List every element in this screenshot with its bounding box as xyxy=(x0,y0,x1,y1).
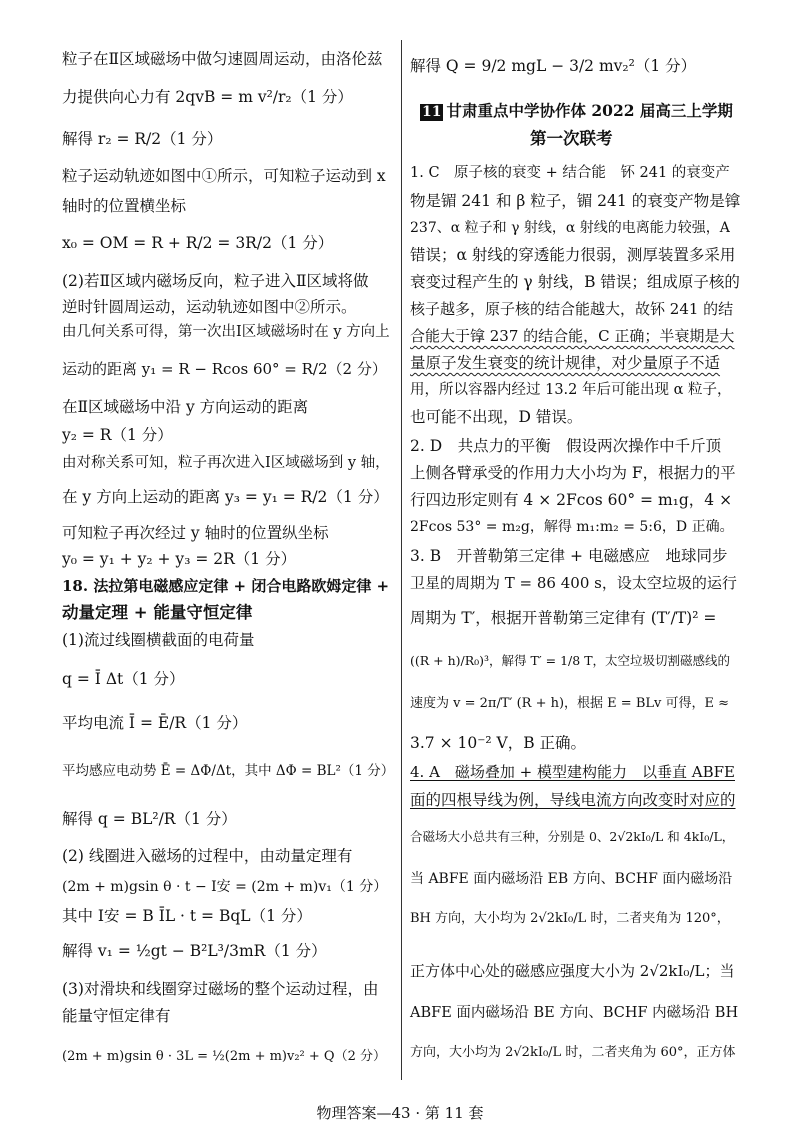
text-line: ((R + h)/R₀)³，解得 T′ = 1/8 T，太空垃圾切割磁感线的 xyxy=(410,653,731,668)
text-line: (3)对滑块和线圈穿过磁场的整个运动过程，由 xyxy=(62,980,379,998)
text-line: 速度为 v = 2π/T′ (R + h)，根据 E = BLv 可得，E ≈ xyxy=(410,696,730,711)
text-line: 卫星的周期为 T = 86 400 s，设太空垃圾的运行 xyxy=(410,574,737,592)
answer-1-line: 1. C 原子核的衰变 + 结合能 钚 241 的衰变产 xyxy=(410,165,730,181)
text-line: 衰变过程产生的 γ 射线，B 错误；组成原子核的 xyxy=(410,273,740,291)
text-line: 粒子在Ⅱ区域磁场中做匀速圆周运动，由洛伦兹 xyxy=(62,50,383,68)
text-line: ABFE 面内磁场沿 BE 方向、BCHF 内磁场沿 BH xyxy=(410,1005,739,1021)
text-line: 由对称关系可知，粒子再次进入Ⅰ区域磁场到 y 轴， xyxy=(62,455,390,471)
text-line: 3.7 × 10⁻² V，B 正确。 xyxy=(410,734,587,752)
text-line: 其中 I安 = B ĪL · t = BqL（1 分） xyxy=(62,907,312,925)
text-line: (2m + m)gsin θ · t − I安 = (2m + m)v₁（1 分） xyxy=(62,879,388,895)
text-line: 轴时的位置横坐标 xyxy=(62,197,187,215)
text-line: BH 方向，大小均为 2√2kI₀/L 时，二者夹角为 120°， xyxy=(410,911,730,926)
text-line: y₂ = R（1 分） xyxy=(62,426,173,444)
text-line: (2)若Ⅱ区域内磁场反向，粒子进入Ⅱ区域将做 xyxy=(62,272,369,290)
text-line: 由几何关系可得，第一次出Ⅰ区域磁场时在 y 方向上 xyxy=(62,324,390,340)
text-line-underlined: 量原子发生衰变的统计规律，对少量原子不适 xyxy=(410,354,721,372)
text-line: 运动的距离 y₁ = R − Rcos 60° = R/2（2 分） xyxy=(62,360,387,378)
text-line: 合磁场大小总共有三种，分别是 0、2√2kI₀/L 和 4kI₀/L， xyxy=(410,829,735,844)
text-line: (2m + m)gsin θ · 3L = ½(2m + m)v₂² + Q（2 分） xyxy=(62,1049,386,1064)
section-number-badge: 11 xyxy=(422,104,442,120)
text-line: 解得 r₂ = R/2（1 分） xyxy=(62,130,223,148)
text-line: 用，所以容器内经过 13.2 年后可能出现 α 粒子， xyxy=(410,382,732,398)
text-line: 也可能不出现，D 错误。 xyxy=(410,408,583,426)
text-line: 力提供向心力有 2qvB = m v²/r₂（1 分） xyxy=(62,88,353,106)
answer-4-line: 4. A 磁场叠加 + 模型建构能力 以垂直 ABFE xyxy=(410,763,735,781)
text-line: 2Fcos 53° = m₂g，解得 m₁:m₂ = 5:6，D 正确。 xyxy=(410,519,734,535)
text-line: x₀ = OM = R + R/2 = 3R/2（1 分） xyxy=(62,234,334,252)
text-line: (2) 线圈进入磁场的过程中，由动量定理有 xyxy=(62,847,353,865)
text-line: 物是镅 241 和 β 粒子，镅 241 的衰变产物是镎 xyxy=(410,192,741,210)
text-line: 在Ⅱ区域磁场中沿 y 方向运动的距离 xyxy=(62,398,309,416)
section-subtitle: 第一次联考 xyxy=(530,129,613,148)
text-line-underlined: 面的四根导线为例，导线电流方向改变时对应的 xyxy=(410,791,736,809)
text-line: 平均电流 Ī = Ē/R（1 分） xyxy=(62,714,248,732)
text-line: 正方体中心处的磁感应强度大小为 2√2kI₀/L；当 xyxy=(410,962,735,980)
text-line: 在 y 方向上运动的距离 y₃ = y₁ = R/2（1 分） xyxy=(62,488,389,506)
page-footer: 物理答案—43 · 第 11 套 xyxy=(316,1104,484,1122)
text-line: 解得 q = BL²/R（1 分） xyxy=(62,810,237,828)
text-line: 可知粒子再次经过 y 轴时的位置纵坐标 xyxy=(62,524,329,542)
text-line: 核子越多，原子核的结合能越大，故钚 241 的结 xyxy=(410,300,734,318)
text-line: 平均感应电动势 Ē = ΔΦ/Δt，其中 ΔΦ = BL²（1 分） xyxy=(62,763,395,779)
text-line: 逆时针圆周运动，运动轨迹如图中②所示。 xyxy=(62,298,357,316)
text-line: 237、α 粒子和 γ 射线，α 射线的电离能力较强，A xyxy=(410,220,730,236)
column-divider xyxy=(401,40,402,1080)
text-line: 上侧各臂承受的作用力大小均为 F，根据力的平 xyxy=(410,464,736,482)
text-line: 当 ABFE 面内磁场沿 EB 方向、BCHF 面内磁场沿 xyxy=(410,871,733,887)
text-line: 周期为 T′，根据开普勒第三定律有 (T′/T)² = xyxy=(410,609,717,627)
text-line: 解得 v₁ = ½gt − B²L³/3mR（1 分） xyxy=(62,942,327,960)
text-line: 错误；α 射线的穿透能力很弱，测厚装置多采用 xyxy=(410,246,736,264)
question-18-heading: 18. 法拉第电磁感应定律 + 闭合电路欧姆定律 + xyxy=(62,577,390,595)
text-line: 方向，大小均为 2√2kI₀/L 时，二者夹角为 60°，正方体 xyxy=(410,1045,736,1060)
section-title-text: 甘肃重点中学协作体 2022 届高三上学期 xyxy=(446,101,733,120)
text-line: 解得 Q = 9/2 mgL − 3/2 mv₂²（1 分） xyxy=(410,57,697,75)
text-line: 行四边形定则有 4 × 2Fcos 60° = m₁g，4 × xyxy=(410,491,733,509)
text-line: 能量守恒定律有 xyxy=(62,1007,171,1025)
section-title xyxy=(420,100,733,122)
answer-2-line: 2. D 共点力的平衡 假设两次操作中千斤顶 xyxy=(410,437,722,455)
text-line: q = Ī Δt（1 分） xyxy=(62,670,185,688)
text-line-underlined: 合能大于镎 237 的结合能，C 正确；半衰期是大 xyxy=(410,327,735,345)
question-18-heading-cont: 动量定理 + 能量守恒定律 xyxy=(62,603,253,622)
answer-3-line: 3. B 开普勒第三定律 + 电磁感应 地球同步 xyxy=(410,547,728,565)
text-line: y₀ = y₁ + y₂ + y₃ = 2R（1 分） xyxy=(62,550,297,568)
text-line: (1)流过线圈横截面的电荷量 xyxy=(62,631,255,649)
text-line: 粒子运动轨迹如图中①所示，可知粒子运动到 x xyxy=(62,167,386,185)
